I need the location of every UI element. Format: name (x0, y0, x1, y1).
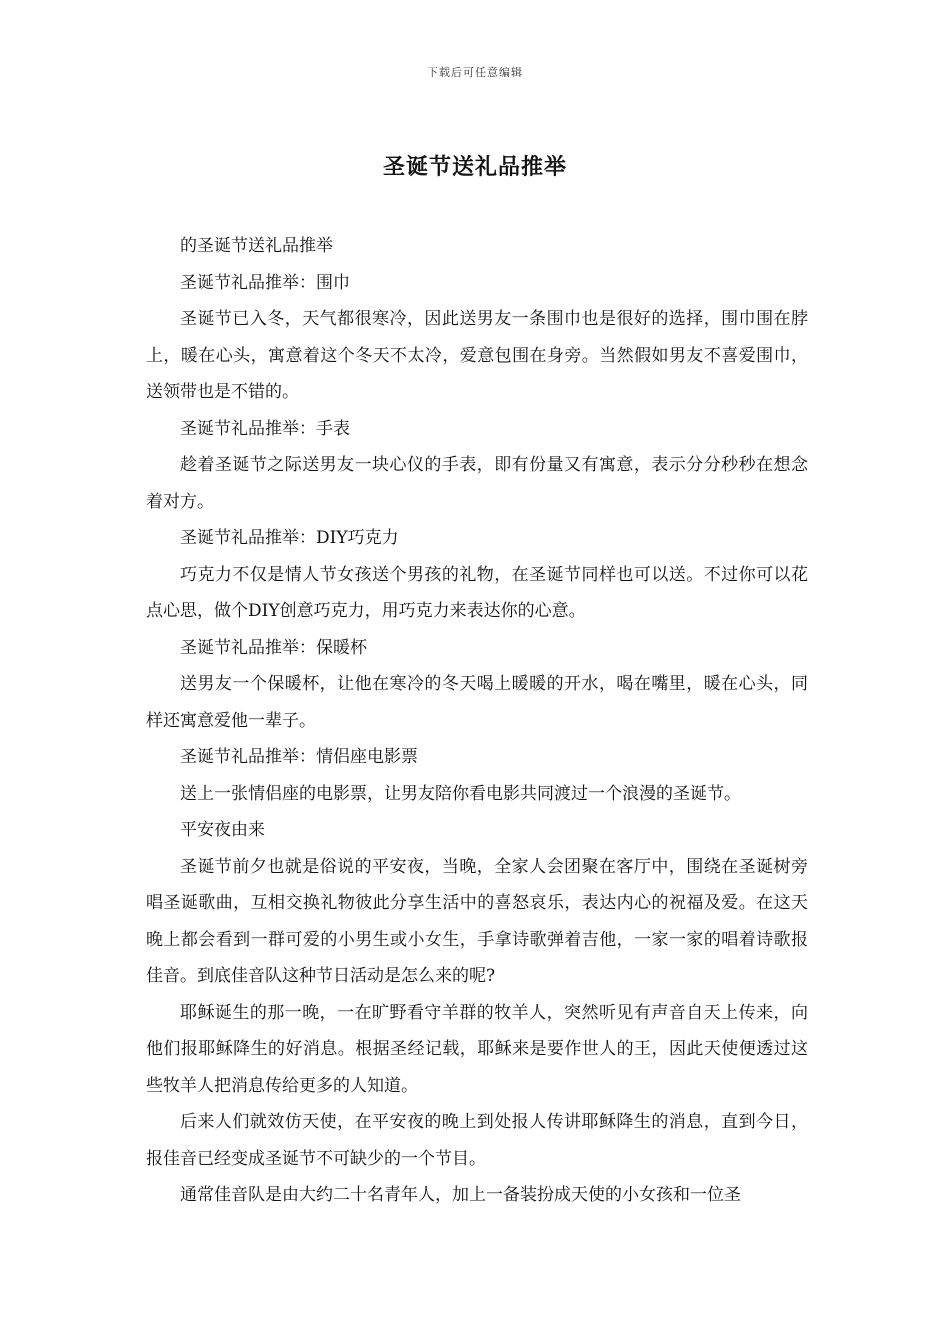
paragraph: 圣诞节已入冬，天气都很寒冷，因此送男友一条围巾也是很好的选择，围巾围在脖上，暖在心头，寓意着这个冬天不太冷，爱意包围在身旁。当然假如男友不喜爱围巾，送领带也是不错的。 (146, 309, 808, 402)
paragraph: 圣诞节礼品推举：围巾 (180, 272, 350, 293)
paragraph: 圣诞节前夕也就是俗说的平安夜，当晚，全家人会团聚在客厅中，围绕在圣诞树旁唱圣诞歌曲，互相交换礼物彼此分享生活中的喜怒哀乐，表达内心的祝福及爱。在这天晚上都会看到一群可爱的小男生或小女生，手拿诗歌弹着吉他，一家一家的唱着诗歌报佳音。到底佳音队这种节日活动是怎么来的呢? (146, 856, 808, 986)
paragraph: 通常佳音队是由大约二十名青年人，加上一备装扮成天使的小女孩和一位圣 (180, 1185, 741, 1205)
paragraph: 耶稣诞生的那一晚，一在旷野看守羊群的牧羊人，突然听见有声音自天上传来，向他们报耶稣降生的好消息。根据圣经记载，耶稣来是要作世人的王，因此天使便透过这些牧羊人把消息传给更多的人知道。 (146, 1002, 808, 1096)
paragraph: 圣诞节礼品推举：情侣座电影票 (180, 747, 418, 767)
paragraph: 的圣诞节送礼品推举 (180, 236, 333, 256)
paragraph: 平安夜由来 (180, 820, 265, 840)
paragraph: 圣诞节礼品推举：保暖杯 (180, 637, 367, 658)
paragraph: 圣诞节礼品推举：DIY巧克力 (180, 528, 399, 548)
paragraph: 后来人们就效仿天使，在平安夜的晚上到处报人传讲耶稣降生的消息，直到今日，报佳音已经变成圣诞节不可缺少的一个节目。 (146, 1112, 808, 1169)
paragraph: 圣诞节礼品推举：手表 (180, 418, 350, 439)
document-body (146, 228, 808, 1214)
paragraph: 巧克力不仅是情人节女孩送个男孩的礼物，在圣诞节同样也可以送。不过你可以花点心思，做个DIY创意巧克力，用巧克力来表达你的心意。 (146, 564, 808, 621)
header-note: 下载后可任意编辑 (427, 66, 523, 79)
paragraph: 趁着圣诞节之际送男友一块心仪的手表，即有份量又有寓意，表示分分秒秒在想念着对方。 (146, 455, 808, 512)
paragraph: 送上一张情侣座的电影票，让男友陪你看电影共同渡过一个浪漫的圣诞节。 (180, 783, 741, 804)
document-title: 圣诞节送礼品推举 (382, 154, 567, 180)
paragraph: 送男友一个保暖杯，让他在寒冷的冬天喝上暖暖的开水，喝在嘴里，暖在心头，同样还寓意爱他一辈子。 (146, 674, 808, 731)
